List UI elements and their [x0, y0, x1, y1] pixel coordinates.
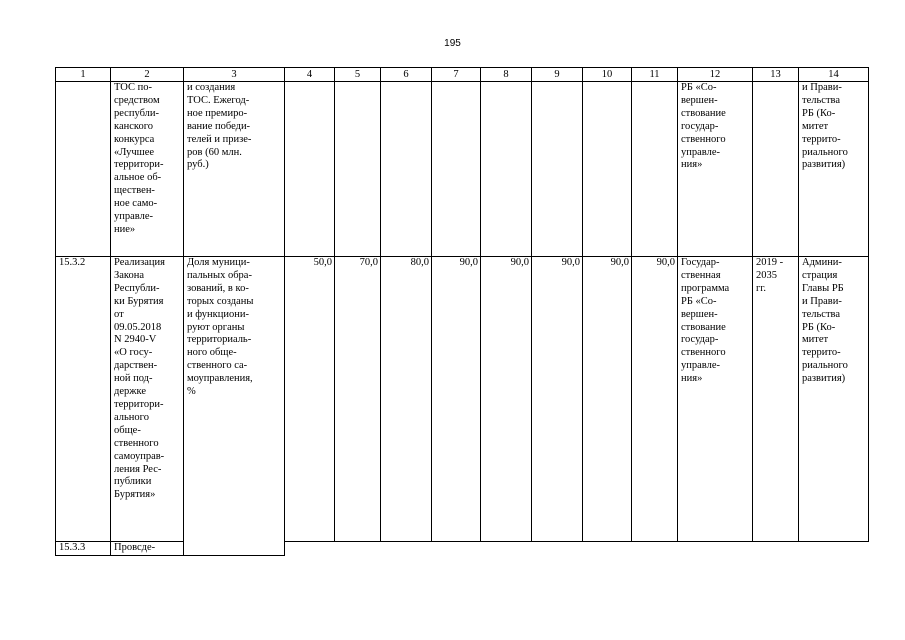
column-header-8: 8	[481, 68, 532, 82]
cell-line: ния»	[681, 159, 703, 171]
cell-col-8	[481, 82, 532, 257]
cell-line: территориаль-	[187, 334, 252, 346]
table-row-continued	[56, 82, 869, 257]
cell-line: ствование	[681, 321, 726, 333]
column-header-1: 1	[56, 68, 111, 82]
cell-col-3	[184, 257, 285, 556]
document-table	[55, 67, 869, 556]
cell-col-6	[381, 542, 432, 556]
cell-line: и Прави-	[802, 82, 842, 93]
cell-col-9	[532, 82, 583, 257]
value-cell-col-4: 50,0	[285, 257, 335, 542]
row-id: 15.3.3	[56, 542, 111, 556]
cell-line: самоуправ-	[114, 450, 165, 462]
cell-line: Республи-	[114, 282, 160, 294]
column-header-3: 3	[184, 68, 285, 82]
cell-line: ственного	[681, 347, 726, 359]
cell-line: митет	[802, 334, 829, 346]
cell-line: ния»	[681, 373, 703, 385]
value-cell-col-10: 90,0	[583, 257, 632, 542]
cell-col-9	[532, 542, 583, 556]
cell-line: Главы РБ	[802, 282, 844, 294]
cell-col-6	[381, 82, 432, 257]
table-row-15-3-2	[56, 257, 869, 542]
cell-line: вершен-	[681, 94, 718, 106]
cell-line: от	[114, 308, 124, 320]
cell-line: управле-	[681, 360, 720, 372]
cell-line: торых созданы	[187, 295, 254, 307]
cell-line: ления Рес-	[114, 463, 162, 475]
cell-line: пальных обра-	[187, 269, 252, 281]
cell-col-12	[678, 82, 753, 257]
cell-line: ной под-	[114, 373, 153, 385]
cell-line: митет	[802, 120, 829, 132]
cell-line: гг.	[756, 282, 767, 294]
cell-line: и Прави-	[802, 295, 842, 307]
cell-line: «О госу-	[114, 347, 153, 359]
cell-line: РБ (Ко-	[802, 107, 836, 119]
cell-line: и создания	[187, 82, 236, 93]
cell-line: РБ «Со-	[681, 82, 717, 93]
cell-line: 09.05.2018	[114, 321, 162, 333]
cell-line: альное об-	[114, 172, 162, 184]
column-header-6: 6	[381, 68, 432, 82]
cell-line: «Лучшее	[114, 146, 155, 158]
value-cell-col-7: 90,0	[432, 257, 481, 542]
cell-col-8	[481, 542, 532, 556]
cell-col-13	[753, 542, 799, 556]
cell-col-11	[632, 82, 678, 257]
cell-line: территори-	[114, 398, 164, 410]
column-header-7: 7	[432, 68, 481, 82]
column-header-12: 12	[678, 68, 753, 82]
column-header-2: 2	[111, 68, 184, 82]
value-cell-col-9: 90,0	[532, 257, 583, 542]
cell-line: дарствен-	[114, 360, 158, 372]
cell-line: обще-	[114, 424, 141, 436]
cell-line: государ-	[681, 120, 719, 132]
cell-line: 2035	[756, 269, 777, 281]
column-header-9: 9	[532, 68, 583, 82]
cell-line: ального	[114, 411, 149, 423]
cell-col-5	[335, 82, 381, 257]
cell-line: ТОС. Ежегод-	[187, 94, 250, 106]
cell-line: моуправления,	[187, 373, 253, 385]
cell-col-2	[111, 257, 184, 542]
cell-line: 2019 -	[756, 257, 784, 268]
column-header-11: 11	[632, 68, 678, 82]
cell-line: республи-	[114, 107, 159, 119]
cell-line: управле-	[114, 211, 153, 223]
cell-line: Государ-	[681, 257, 720, 268]
cell-line: РБ «Со-	[681, 295, 717, 307]
cell-col-4	[285, 82, 335, 257]
cell-line: ное премиро-	[187, 107, 248, 119]
cell-line: тельства	[802, 94, 841, 106]
column-header-13: 13	[753, 68, 799, 82]
cell-line: руб.)	[187, 159, 209, 171]
cell-col-14	[799, 542, 869, 556]
cell-line: и функциони-	[187, 308, 249, 320]
cell-line: Доля муници-	[187, 257, 250, 268]
cell-line: государ-	[681, 334, 719, 346]
cell-line: N 2940-V	[114, 334, 157, 346]
cell-line: ки Бурятия	[114, 295, 164, 307]
cell-line: держке	[114, 386, 147, 398]
cell-col-12	[678, 542, 753, 556]
cell-line: руют органы	[187, 321, 245, 333]
cell-col-13	[753, 257, 799, 542]
cell-col-1	[56, 82, 111, 257]
cell-line: ного обще-	[187, 347, 237, 359]
cell-line: развития)	[802, 373, 846, 385]
cell-line: территори-	[114, 159, 164, 171]
cell-line: ТОС по-	[114, 82, 152, 93]
cell-line: Провсде-	[114, 542, 156, 553]
cell-line: %	[187, 386, 196, 398]
cell-line: ществен-	[114, 185, 155, 197]
value-cell-col-8: 90,0	[481, 257, 532, 542]
cell-col-14	[799, 82, 869, 257]
cell-col-12	[678, 257, 753, 542]
cell-line: вершен-	[681, 308, 718, 320]
cell-col-11	[632, 542, 678, 556]
cell-line: риального	[802, 146, 848, 158]
cell-line: ное само-	[114, 198, 158, 210]
cell-line: Админи-	[802, 257, 842, 268]
cell-line: ров (60 млн.	[187, 146, 242, 158]
cell-line: риального	[802, 360, 848, 372]
value-cell-col-6: 80,0	[381, 257, 432, 542]
value-cell-col-11: 90,0	[632, 257, 678, 542]
cell-line: телей и призе-	[187, 133, 252, 145]
cell-line: ственного	[681, 133, 726, 145]
cell-col-2	[111, 542, 184, 556]
cell-line: тельства	[802, 308, 841, 320]
cell-line: террито-	[802, 133, 841, 145]
cell-col-10	[583, 82, 632, 257]
value-cell-col-5: 70,0	[335, 257, 381, 542]
cell-line: ственного	[114, 437, 159, 449]
cell-line: программа	[681, 282, 730, 294]
cell-col-7	[432, 542, 481, 556]
cell-line: страция	[802, 269, 838, 281]
row-id: 15.3.2	[56, 257, 111, 542]
cell-line: развития)	[802, 159, 846, 171]
column-header-14: 14	[799, 68, 869, 82]
cell-col-3	[184, 82, 285, 257]
cell-line: РБ (Ко-	[802, 321, 836, 333]
table-row-15-3-3	[56, 542, 869, 556]
cell-col-2	[111, 82, 184, 257]
cell-col-10	[583, 542, 632, 556]
cell-line: Бурятия»	[114, 489, 156, 501]
page-number: 195	[444, 38, 461, 49]
cell-line: канского	[114, 120, 153, 132]
cell-line: зований, в ко-	[187, 282, 249, 294]
cell-col-4	[285, 542, 335, 556]
cell-line: террито-	[802, 347, 841, 359]
column-header-5: 5	[335, 68, 381, 82]
cell-col-7	[432, 82, 481, 257]
cell-line: вание победи-	[187, 120, 251, 132]
header-row	[56, 68, 869, 82]
column-header-10: 10	[583, 68, 632, 82]
cell-line: ние»	[114, 223, 136, 235]
cell-line: Закона	[114, 269, 145, 281]
cell-line: публики	[114, 476, 152, 488]
cell-line: Реализация	[114, 257, 165, 268]
cell-col-13	[753, 82, 799, 257]
cell-line: средством	[114, 94, 160, 106]
cell-line: ственная	[681, 269, 721, 281]
cell-col-5	[335, 542, 381, 556]
cell-col-14	[799, 257, 869, 542]
column-header-4: 4	[285, 68, 335, 82]
cell-line: управле-	[681, 146, 720, 158]
cell-line: конкурса	[114, 133, 155, 145]
cell-line: ственного са-	[187, 360, 248, 372]
cell-line: ствование	[681, 107, 726, 119]
